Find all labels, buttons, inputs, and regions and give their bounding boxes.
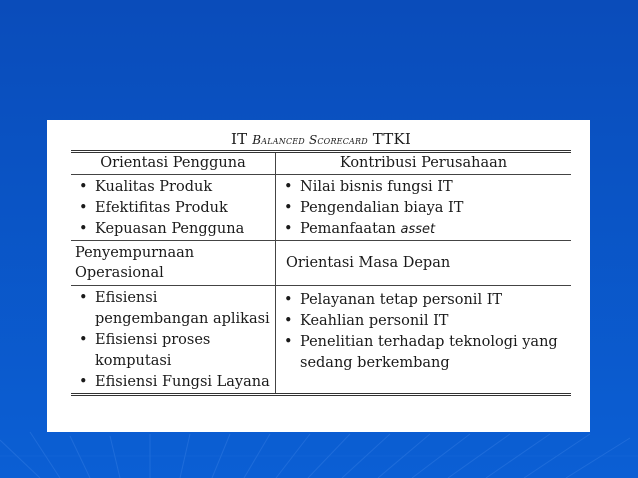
header-penyempurnaan-operasional: Penyempurnaan Operasional	[71, 241, 276, 285]
cell-penyempurnaan-operasional	[71, 286, 276, 393]
list-item: • Keahlian personil IT	[280, 311, 571, 332]
list-item-italic: asset	[400, 222, 436, 237]
cell-kontribusi-perusahaan	[276, 175, 571, 240]
list-kontribusi-perusahaan	[276, 175, 571, 240]
list-item: • Pelayanan tetap personil IT	[280, 290, 571, 311]
header-orientasi-masa-depan: Orientasi Masa Depan	[286, 255, 451, 271]
table-title	[71, 128, 571, 153]
list-item: • Efektifitas Produk	[75, 198, 275, 219]
list-item: • Efisiensi proses komputasi	[75, 330, 275, 372]
row-operational-and-future	[71, 286, 571, 396]
cell-orientasi-pengguna	[71, 175, 276, 240]
list-orientasi-pengguna	[71, 175, 275, 240]
row-user-and-corporate	[71, 175, 571, 241]
list-item: • Penelitian terhadap teknologi yang sedang berkembang	[280, 332, 571, 374]
subheader-row	[71, 241, 571, 286]
header-orientasi-pengguna: Orientasi Pengguna	[71, 153, 276, 174]
title-prefix: IT	[230, 130, 253, 148]
list-item: • Efisiensi pengembangan aplikasi	[75, 288, 275, 330]
list-item	[280, 219, 571, 240]
cell-orientasi-masa-depan	[276, 286, 571, 393]
list-item: • Pengendalian biaya IT	[280, 198, 571, 219]
list-item: • Nilai bisnis fungsi IT	[280, 177, 571, 198]
list-orientasi-masa-depan	[276, 286, 571, 374]
balanced-scorecard-table	[71, 128, 571, 396]
list-item-text: Pemanfaatan	[300, 221, 401, 237]
list-item: • Kepuasan Pengguna	[75, 219, 275, 240]
title-small-caps: Balanced Scorecard	[252, 133, 368, 147]
scorecard-figure	[47, 120, 590, 432]
title-suffix: TTKI	[367, 130, 412, 148]
list-penyempurnaan-operasional	[71, 286, 275, 393]
header-kontribusi-perusahaan: Kontribusi Perusahaan	[339, 155, 508, 171]
header-row	[71, 153, 571, 175]
list-item: • Kualitas Produk	[75, 177, 275, 198]
list-item: • Efisiensi Fungsi Layana	[75, 372, 275, 393]
